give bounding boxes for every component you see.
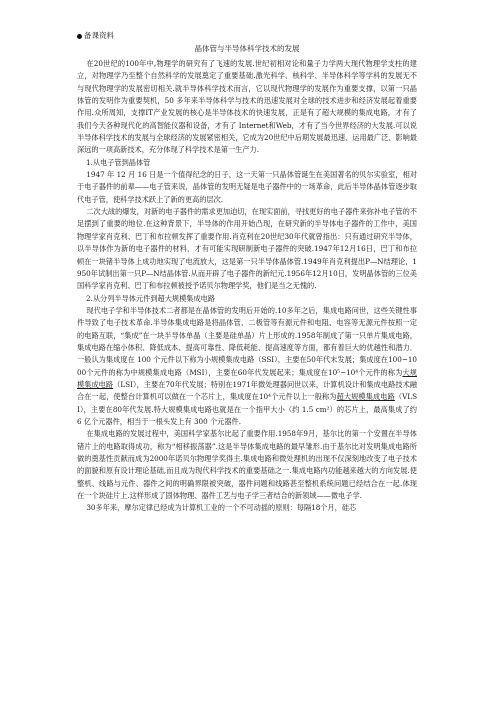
intro-paragraph: 在20世纪的100年中,物理学的研究有了飞速的发展.世纪初相对论和量子力学两大现代物理学支柱的建立，对物理学乃至整个自然科学的发展奠定了重要基础.激光科学、核科学、半导体科学等学科的发展无不与现代物理学的发展密切相关.就半导体科学技术而言，它以现代物理学的发展作为重要支撑，以第一只晶体管的发明作为重要契机，50 多年来半导体科学与技术的迅速发展对全球的技术进步和经济发展起着重要作用.众所周知，支撑IT产业发展的核心是半导体技术的快速发展，正是有了超大规模的集成电路，才有了我们今天各种现代化的高智能仪器和设备，才有了 Internet和Web，才有了当今世界经济的大发展.可以说半导体科学技术的发展与全球经济的发展紧密相关，它成为20世纪中后期发展最迅速、运用最广泛、影响最深远的一项高新技术，充分体现了科学技术是第一生产力.	[77, 59, 417, 155]
article-title: 晶体管与半导体科学技术的发展	[194, 44, 300, 53]
section-2-paragraph-1-part-b: （LSI），主要在70年代发展；特别在1971年微处理器问世以来，计算机设计和集成电路技术融合在一起，使整台计算机可以做在一个芯片上，集成度在10⁴个元件以上一般称为	[77, 379, 417, 402]
section-1-paragraph-2: 二次大战的爆发，对新的电子器件的需求更加迫切，在现实面前，寻找更好的电子器件来弥补电子管的不足摆到了重要的地位.在这种背景下，半导体的作用开始凸现，在研究新的半导体电子器件的工作中，美国物理学家肖克利、巴丁和布拉顿发挥了重要作用.肖克利在20世纪30年代就曾指出：只有通过研究半导体，以半导体作为新的电子器件的材料，才有可能实现研制新电子器件的突破.1947年12月16日，巴丁和布拉顿在一块锗半导体上成功地实现了电流放大，这是第一只半导体晶体管.1949年肖克利提出P—N结理论，1950年试制出第一只P—N结晶体管.从而开辟了电子器件的新纪元.1956年12月10日，发明晶体管的三位美国科学家肖克利、巴丁和布拉顿被授予诺贝尔物理学奖，他们是当之无愧的.	[77, 207, 417, 291]
section-2-paragraph-1-part-a: 现代电子学和半导体技术二者都是在晶体管的发明后开始的.10多年之后，集成电路问世，这些关键性事件导致了电子技术革命.半导体集成电路是将晶体管、二极管等有源元件和电阻、电容等无源元件按照一定的电路互联，“集成”在一块半导体单晶（主要是硅单晶）片上形成的.1958年制成了第一只单片集成电路，集成电路在缩小体积、降低成本、提高可靠性、降低耗能、提高速度等方面，都有着巨大的优越性和潜力．一般认为集成度在 100 个元件以下称为小规模集成电路（SSI），主要在50年代末发展；集成度在100~1000个元件的称为中规模集成电路（MSI），主要在60年代发展起来；集成度在10⁵~10⁴个元件的称为	[77, 305, 417, 377]
document-page	[77, 29, 417, 515]
vlsi-link[interactable]: 超大规模集成电路	[336, 392, 395, 402]
resource-tag	[77, 29, 417, 43]
lsi-link[interactable]: 大规模集成电路	[77, 367, 417, 389]
resource-tag-label: 备课资料	[84, 31, 114, 40]
section-2-paragraph-3: 30多年来，摩尔定律已经成为计算机工业的一个不可动摇的原则：每隔18个月，硅芯	[86, 503, 357, 513]
section-2-paragraph-1	[77, 305, 417, 428]
section-2-paragraph-1-part-c: （VLSI），主要在80年代发展.特大规模集成电路也就是在一个指甲大小（约 1.5 cm²）的芯片上，最高集成了约 6 亿个元器件，相当于一根头发上有 300 个元器件.	[77, 392, 417, 426]
section-2-paragraph-2: 在集成电路的发展过程中，美国科学家基尔比起了重要作用.1958年9月，基尔比的第一个安置在半导体锗片上的电路取得成功，称为“相移振荡器”.这是半导体集成电路的最早雏形.由于基尔比对发明集成电路所做的奠基性贡献而成为2000年诺贝尔物理学奖得主.集成电路和微处理机的出现不仅深刻地改变了电子技术的面貌和原有设计理论基础,而且成为现代科学技术的重要基础之一.集成电路内功能越来越大的方向发展.使整机、线路与元件、器件之间的明确界限被突破，器件问题和线路甚至整机系统问题已经结合在一起.体现在一个块硅片上.这样形成了固体物理、器件工艺与电子学三者结合的新领域——微电子学.	[77, 429, 417, 501]
section-2-heading: 2.从分列半导体元件到超大规模集成电路	[86, 293, 216, 303]
section-1-heading: 1.从电子管到晶体管	[86, 157, 151, 167]
section-1-paragraph-1: 1947 年 12 月 16 日是一个值得纪念的日子，这一天第一只晶体管诞生在美国著名的贝尔实验室，相对于电子器件的前辈——电子管来说，晶体管的发明无疑是电子器件中的一场革命，此后半导体晶体管逐步取代电子管，使科学技术跃上了新的更高的层次.	[77, 170, 417, 204]
bullet-icon	[77, 34, 82, 39]
